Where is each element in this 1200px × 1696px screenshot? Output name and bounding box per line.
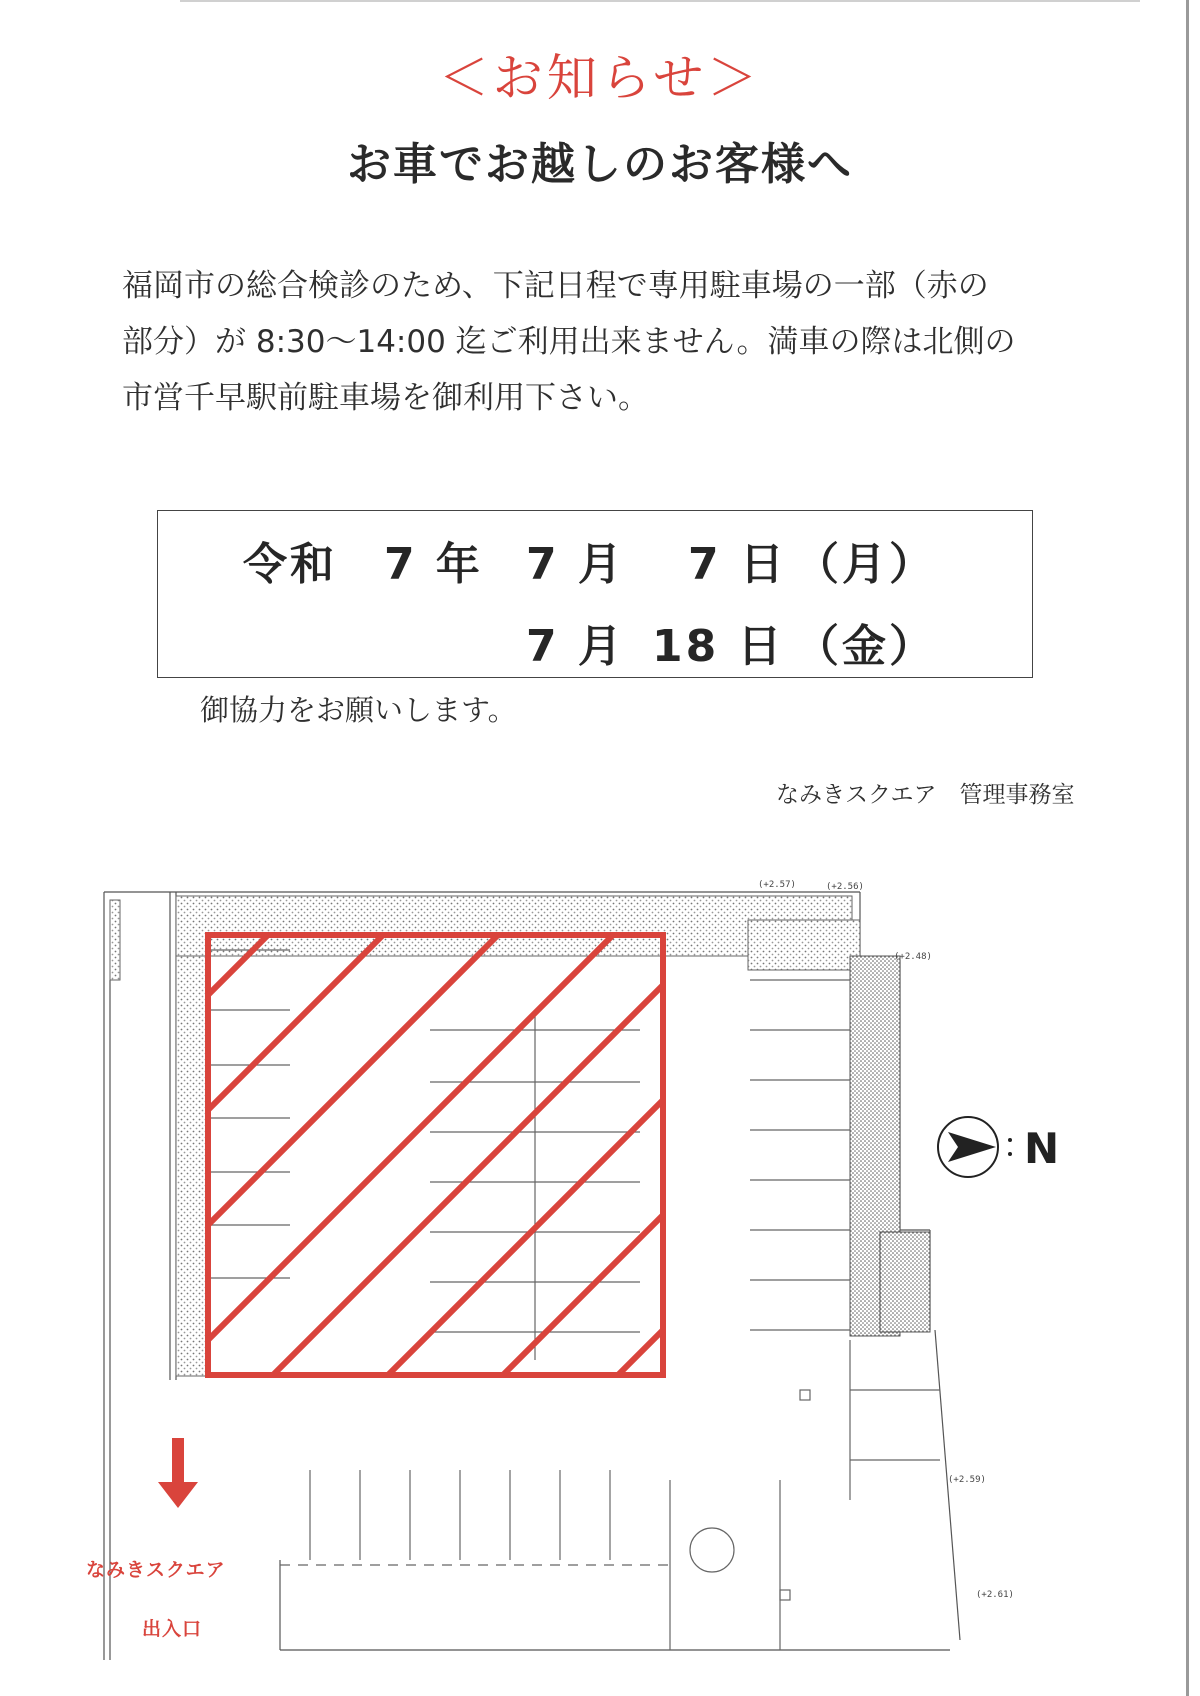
scan-edge-top xyxy=(180,0,1140,2)
era-year: 令和 7 年 xyxy=(243,539,483,590)
north-label: N xyxy=(1024,1124,1060,1173)
entrance-name: なみきスクエア xyxy=(86,1559,226,1581)
map-outline xyxy=(104,892,960,1660)
schedule-row-2-month: 7 月 xyxy=(526,621,625,672)
entrance-label: 出入口 xyxy=(142,1618,203,1640)
thanks-text: 御協力をお願いします。 xyxy=(200,693,517,727)
body-line: 福岡市の総合検診のため、下記日程で専用駐車場の一部（赤の xyxy=(122,268,989,304)
schedule-row-2-weekday: （金） xyxy=(795,621,936,672)
schedule-row-1-day: 7 日 xyxy=(688,539,787,590)
entrance-arrow-icon xyxy=(158,1438,198,1508)
body-line: 部分）が 8:30～14:00 迄ご利用出来ません。満車の際は北側の xyxy=(122,324,1016,360)
north-compass-icon xyxy=(938,1117,1012,1177)
schedule-row-2-day: 18 日 xyxy=(652,621,785,672)
restricted-area xyxy=(208,935,663,1375)
notice-label: ＜お知らせ＞ xyxy=(438,49,762,107)
level-marker: (+2.59) xyxy=(948,1475,986,1485)
schedule-row-1 xyxy=(243,528,483,592)
page-title: お車でお越しのお客様へ xyxy=(347,139,853,190)
level-marker: (+2.61) xyxy=(976,1590,1014,1600)
signature: なみきスクエア 管理事務室 xyxy=(776,782,1075,808)
level-marker: (+2.48) xyxy=(894,952,932,962)
body-line: 市営千早駅前駐車場を御利用下さい。 xyxy=(122,380,649,416)
level-marker: (+2.56) xyxy=(826,882,864,892)
schedule-row-1-weekday: （月） xyxy=(795,539,936,590)
level-marker: (+2.57) xyxy=(758,880,796,890)
notice-body xyxy=(122,258,1082,426)
schedule-row-1-month: 7 月 xyxy=(526,539,625,590)
